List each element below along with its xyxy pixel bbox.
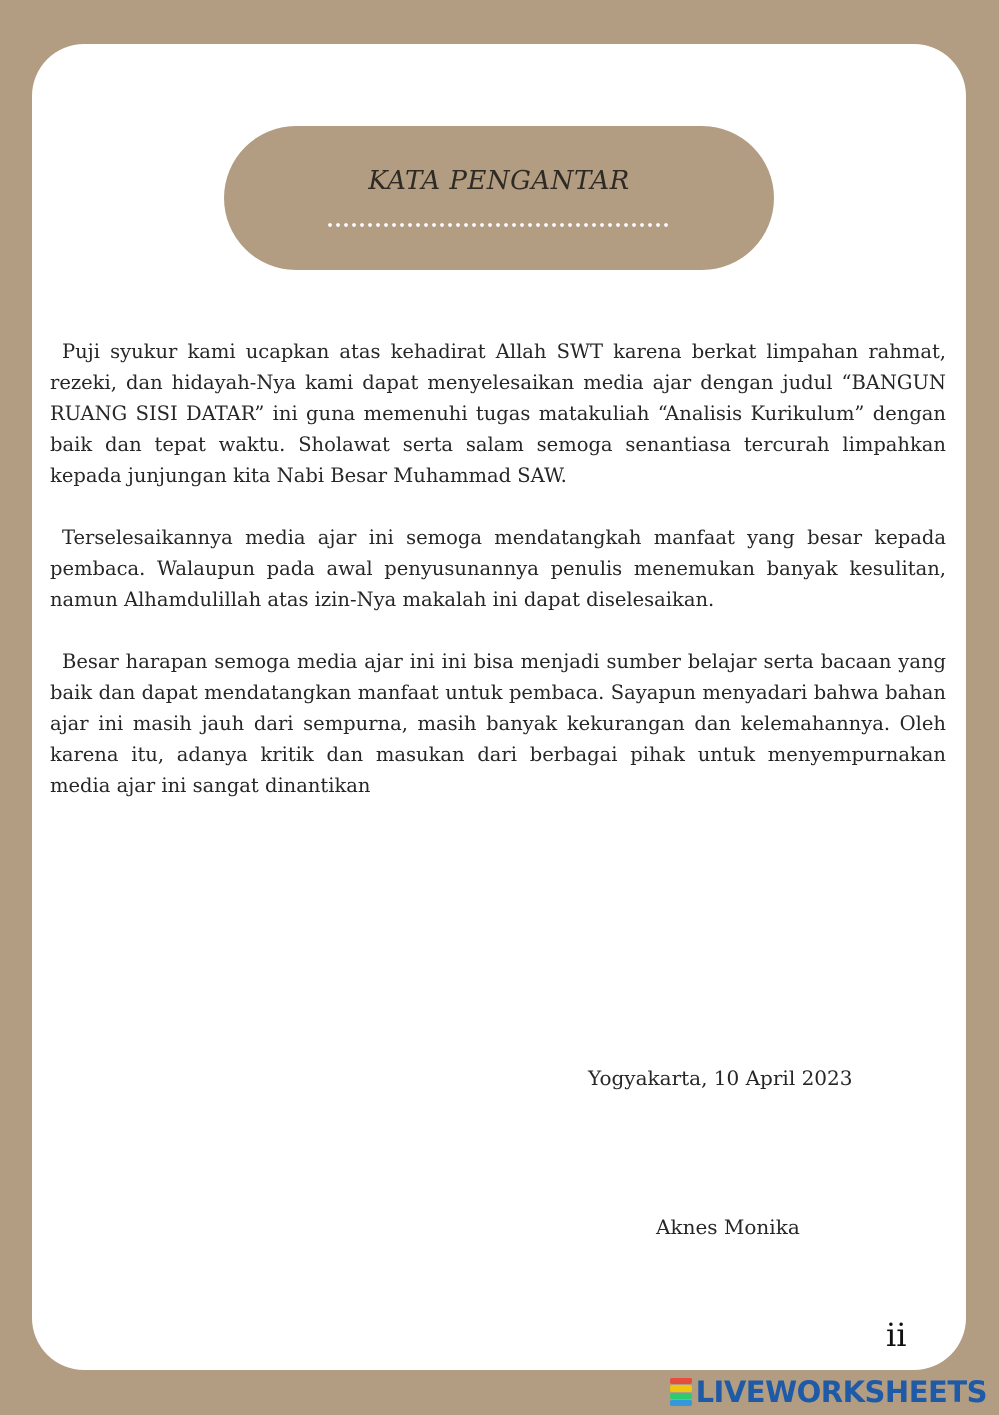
page-title: KATA PENGANTAR — [368, 166, 630, 196]
liveworksheets-watermark — [670, 1373, 987, 1411]
document-page — [32, 44, 966, 1370]
paragraph-3: Besar harapan semoga media ajar ini ini bisa menjadi sumber belajar serta bacaan yang baik dan dapat mendatangkan manfaat untuk pembaca. Sayapun menyadari bahwa bahan ajar ini masih jauh dari sempurna, masih banyak kekurangan dan kelemahannya. Oleh karena itu, adanya kritik dan masukan dari berbagai pihak untuk menyempurnakan media ajar ini sangat dinantikan — [50, 650, 946, 797]
watermark-text: LIVEWORKSHEETS — [695, 1375, 987, 1409]
title-banner — [224, 126, 774, 270]
place-date: Yogyakarta, 10 April 2023 — [588, 1066, 853, 1090]
title-dotted-underline — [326, 222, 672, 228]
body-text — [50, 336, 946, 832]
paragraph-2: Terselesaikannya media ajar ini semoga mendatangkah manfaat yang besar kepada pembaca. Walaupun pada awal penyusunannya penulis menemukan banyak kesulitan, namun Alhamdulillah atas izin-Nya makalah ini dapat diselesaikan. — [50, 526, 946, 611]
author-name: Aknes Monika — [656, 1215, 800, 1239]
page-number: ii — [886, 1316, 907, 1354]
liveworksheets-logo-icon — [670, 1378, 692, 1406]
paragraph-1: Puji syukur kami ucapkan atas kehadirat Allah SWT karena berkat limpahan rahmat, rezeki, dan hidayah-Nya kami dapat menyelesaikan media ajar dengan judul “BANGUN RUANG SISI DATAR” ini guna memenuhi tugas matakuliah “Analisis Kurikulum” dengan baik dan tepat waktu. Sholawat serta salam semoga senantiasa tercurah limpahkan kepada junjungan kita Nabi Besar Muhammad SAW. — [50, 340, 946, 487]
